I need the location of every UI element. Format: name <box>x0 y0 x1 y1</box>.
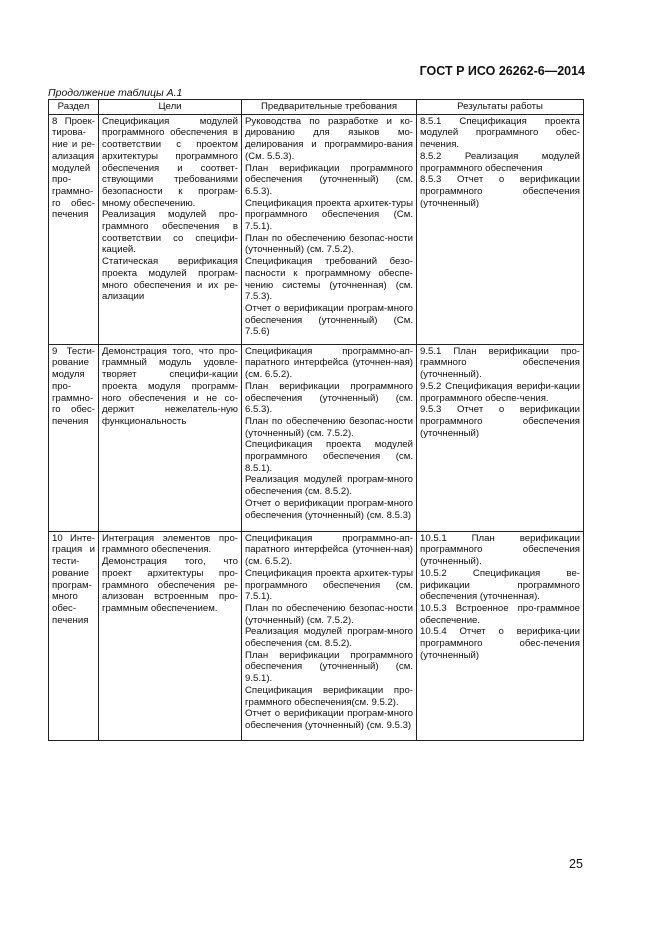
prerequisite-item: Спецификация требований безо-пасности к программному обеспе-чению системы (уточненная) (см. 7.5.3). <box>245 256 413 303</box>
table-row <box>49 531 584 740</box>
result-item: 9.5.1 План верификации про-граммного обеспечения (уточненный). <box>420 345 580 381</box>
prerequisite-item: Спецификация проекта архитек-туры программного обеспечения (См. 7.5.1). <box>245 197 413 233</box>
cell-goals <box>99 531 242 740</box>
column-header-goals: Цели <box>99 100 242 115</box>
result-item: 9.5.2 Спецификация верифи-кации программного обеспе-чения. <box>420 380 580 404</box>
page-number: 25 <box>569 857 583 871</box>
result-item: 10.5.1 План верификации программного обеспечения (уточненный). <box>420 532 580 568</box>
goal-item: Реализация модулей про-граммного обеспечения в соответствии со специфи-кацией. <box>102 209 238 256</box>
cell-results <box>417 114 584 344</box>
prerequisite-item: План по обеспечению безопас-ности (уточненный) (см. 7.5.2). <box>245 232 413 256</box>
cell-results <box>417 531 584 740</box>
cell-results <box>417 344 584 531</box>
column-header-prerequisites: Предварительные требования <box>242 100 417 115</box>
prerequisite-item: План верификации программного обеспечения (уточненный) (см. 9.5.1). <box>245 649 413 685</box>
result-item: 10.5.3 Встроенное про-граммное обеспечение. <box>420 602 580 626</box>
prerequisite-item: План по обеспечению безопас-ности (уточненный) (см. 7.5.2). <box>245 602 413 626</box>
cell-section: 8 Проек-тирова-ние и ре-ализация модулей про-граммно-го обес-печения <box>49 114 99 344</box>
prerequisite-item: Спецификация проекта архитек-туры программного обеспечения (см. 7.5.1). <box>245 567 413 603</box>
prerequisite-item: Отчет о верификации програм-много обеспечения (уточненный) (см. 9.5.3) <box>245 708 413 731</box>
cell-prerequisites <box>242 344 417 531</box>
prerequisite-item: План верификации программного обеспечения (уточненный) (см. 6.5.3). <box>245 162 413 197</box>
prerequisite-item: План верификации программного обеспечения (уточненный) (см. 6.5.3). <box>245 380 413 416</box>
goal-item: Демонстрация того, что проект архитектуры про-граммного обеспечения ре-ализован встроенным про-граммным обеспечением. <box>102 556 238 614</box>
cell-section: 9 Тести-рование модуля про-граммно-го обес-печения <box>49 344 99 531</box>
prerequisite-item: Отчет о верификации програм-много обеспечения (уточненный) (См. 7.5.6) <box>245 302 413 338</box>
prerequisite-item: Реализация модулей програм-много обеспечения (см. 8.5.2). <box>245 474 413 498</box>
table-row <box>49 114 584 344</box>
result-item: 10.5.4 Отчет о верифика-ции программного обес-печения (уточненный) <box>420 626 580 661</box>
cell-section: 10 Инте-грация и тести-рование програм-много обес-печения <box>49 531 99 740</box>
goal-item: Спецификация модулей программного обеспечения в соответствии с проектом архитектуры программного обеспечения и соответ-ствующими требованиями безопасности к програм-мному обеспечению. <box>102 115 238 209</box>
prerequisite-item: Спецификация программно-ап-паратного интерфейса (уточнен-ная) (см. 6.5.2). <box>245 345 413 381</box>
result-item: 8.5.2 Реализация модулей программного обеспечения <box>420 150 580 174</box>
goal-item: Интеграция элементов про-граммного обеспечения. <box>102 532 238 556</box>
cell-goals <box>99 344 242 531</box>
result-item: 8.5.3 Отчет о верификации программного обеспечения (уточненный) <box>420 174 580 209</box>
prerequisite-item: Руководства по разработке и ко-дированию для языков мо-делирования и программиро-вания (См. 5.5.3). <box>245 115 413 162</box>
cell-prerequisites <box>242 114 417 344</box>
document-standard-header: ГОСТ Р ИСО 26262-6—2014 <box>419 64 585 78</box>
table-caption: Продолжение таблицы А.1 <box>48 87 183 99</box>
table-row <box>49 344 584 531</box>
cell-goals <box>99 114 242 344</box>
prerequisite-item: Спецификация программно-ап-паратного интерфейса (уточнен-ная) (см. 6.5.2). <box>245 532 413 568</box>
prerequisite-item: Спецификация верификации про-граммного обеспечения(см. 9.5.2). <box>245 684 413 708</box>
result-item: 10.5.2 Спецификация ве-рификации программного обеспечения (уточненная). <box>420 567 580 603</box>
prerequisite-item: Спецификация проекта модулей программного обеспечения (см. 8.5.1). <box>245 439 413 474</box>
result-item: 8.5.1 Спецификация проекта модулей программного обес-печения. <box>420 115 580 151</box>
column-header-section: Раздел <box>49 100 99 115</box>
goal-item: Демонстрация того, что про-граммный модуль удовле-творяет специфи-кации проекта модуля программ-ного обеспечения и не со-держит нежелатель-ную функциональность <box>102 345 238 427</box>
result-item: 9.5.3 Отчет о верификации программного обеспечения (уточненный) <box>420 404 580 439</box>
goal-item: Статическая верификация проекта модулей програм-много обеспечения и их ре-ализации <box>102 256 238 303</box>
table-header-row <box>49 100 584 115</box>
column-header-results: Результаты работы <box>417 100 584 115</box>
cell-prerequisites <box>242 531 417 740</box>
requirements-table <box>48 99 584 741</box>
prerequisite-item: План по обеспечению безопас-ности (уточненный) (см. 7.5.2). <box>245 415 413 439</box>
prerequisite-item: Реализация модулей програм-много обеспечения (см. 8.5.2). <box>245 626 413 650</box>
prerequisite-item: Отчет о верификации програм-много обеспечения (уточненный) (см. 8.5.3) <box>245 497 413 521</box>
